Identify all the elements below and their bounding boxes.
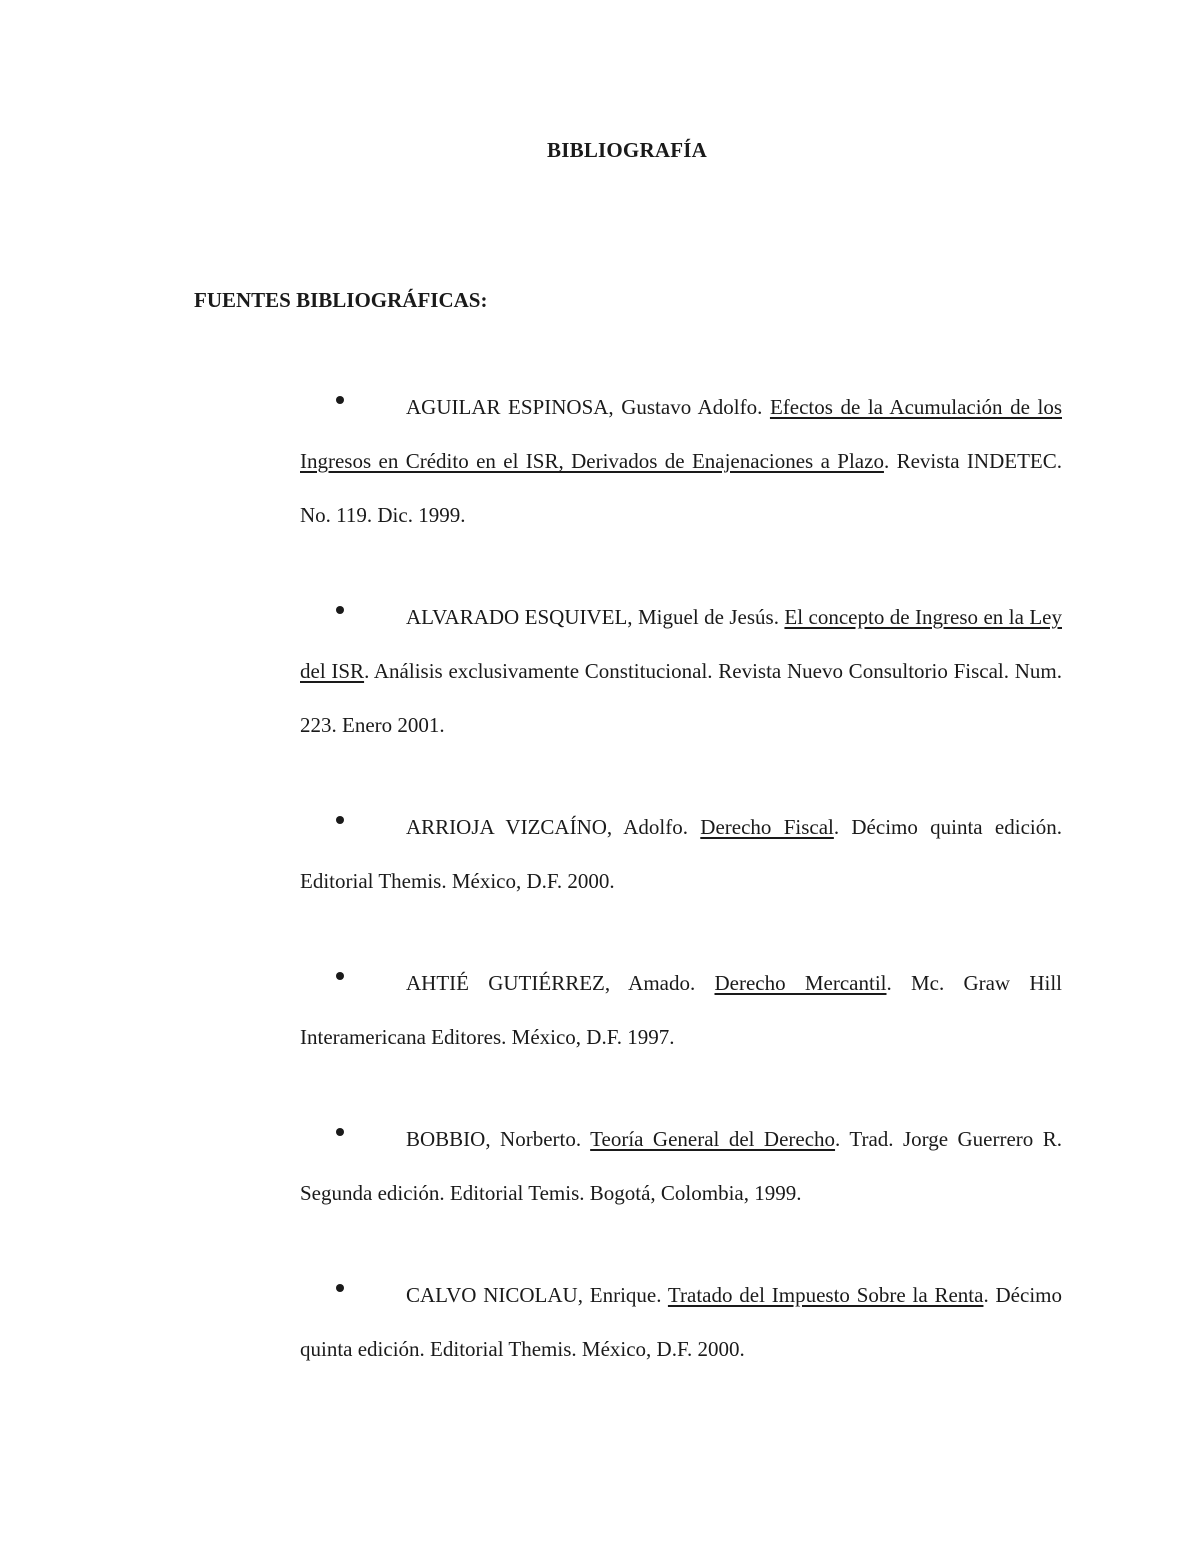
entry-author: AGUILAR ESPINOSA, Gustavo Adolfo.: [406, 395, 770, 419]
entry-work-title: Efectos de la Acumulación de los Ingresos en Crédito en el ISR, Derivados de Enajenaciones a Plazo: [300, 395, 1062, 473]
entry-work-title: Derecho Fiscal: [700, 815, 834, 839]
entry-author: BOBBIO, Norberto.: [406, 1127, 591, 1151]
section-heading: FUENTES BIBLIOGRÁFICAS:: [194, 288, 488, 312]
entry-work-title: El concepto de Ingreso en la Ley del ISR: [300, 605, 1062, 683]
bullet-icon: [336, 1284, 344, 1292]
entry-work-title: Derecho Mercantil: [714, 971, 887, 995]
entry-details: . Décimo quinta edición. Editorial Themis. México, D.F. 2000.: [300, 1283, 1062, 1361]
entry-work-title: Tratado del Impuesto Sobre la Renta: [667, 1283, 984, 1307]
entry-details: . Análisis exclusivamente Constitucional. Revista Nuevo Consultorio Fiscal. Num. 223. Enero 2001.: [300, 659, 1062, 737]
entry-author: AHTIÉ GUTIÉRREZ, Amado.: [406, 971, 715, 995]
bibliography-entry: [300, 590, 1062, 752]
bullet-icon: [336, 972, 344, 980]
bullet-icon: [336, 396, 344, 404]
bibliography-entry: [300, 800, 1062, 908]
bibliography-entry: [300, 1268, 1062, 1376]
entry-details: . Décimo quinta edición. Editorial Themis. México, D.F. 2000.: [300, 815, 1062, 893]
bullet-icon: [336, 1128, 344, 1136]
entry-details: . Mc. Graw Hill Interamericana Editores. México, D.F. 1997.: [300, 971, 1063, 1049]
entry-author: ARRIOJA VIZCAÍNO, Adolfo.: [406, 815, 701, 839]
bibliography-entry: [300, 1112, 1062, 1220]
entry-details: . Revista INDETEC. No. 119. Dic. 1999.: [300, 449, 1062, 527]
bibliography-entry: [300, 956, 1062, 1064]
bibliography-entry: [300, 380, 1062, 542]
bullet-icon: [336, 606, 344, 614]
entry-author: CALVO NICOLAU, Enrique.: [406, 1283, 668, 1307]
entry-details: . Trad. Jorge Guerrero R. Segunda edición. Editorial Temis. Bogotá, Colombia, 1999.: [300, 1127, 1062, 1205]
bullet-icon: [336, 816, 344, 824]
entry-author: ALVARADO ESQUIVEL, Miguel de Jesús.: [406, 605, 785, 629]
page-title: BIBLIOGRAFÍA: [547, 138, 707, 162]
bibliography-list: [300, 380, 1062, 1424]
entry-work-title: Teoría General del Derecho: [590, 1127, 836, 1151]
